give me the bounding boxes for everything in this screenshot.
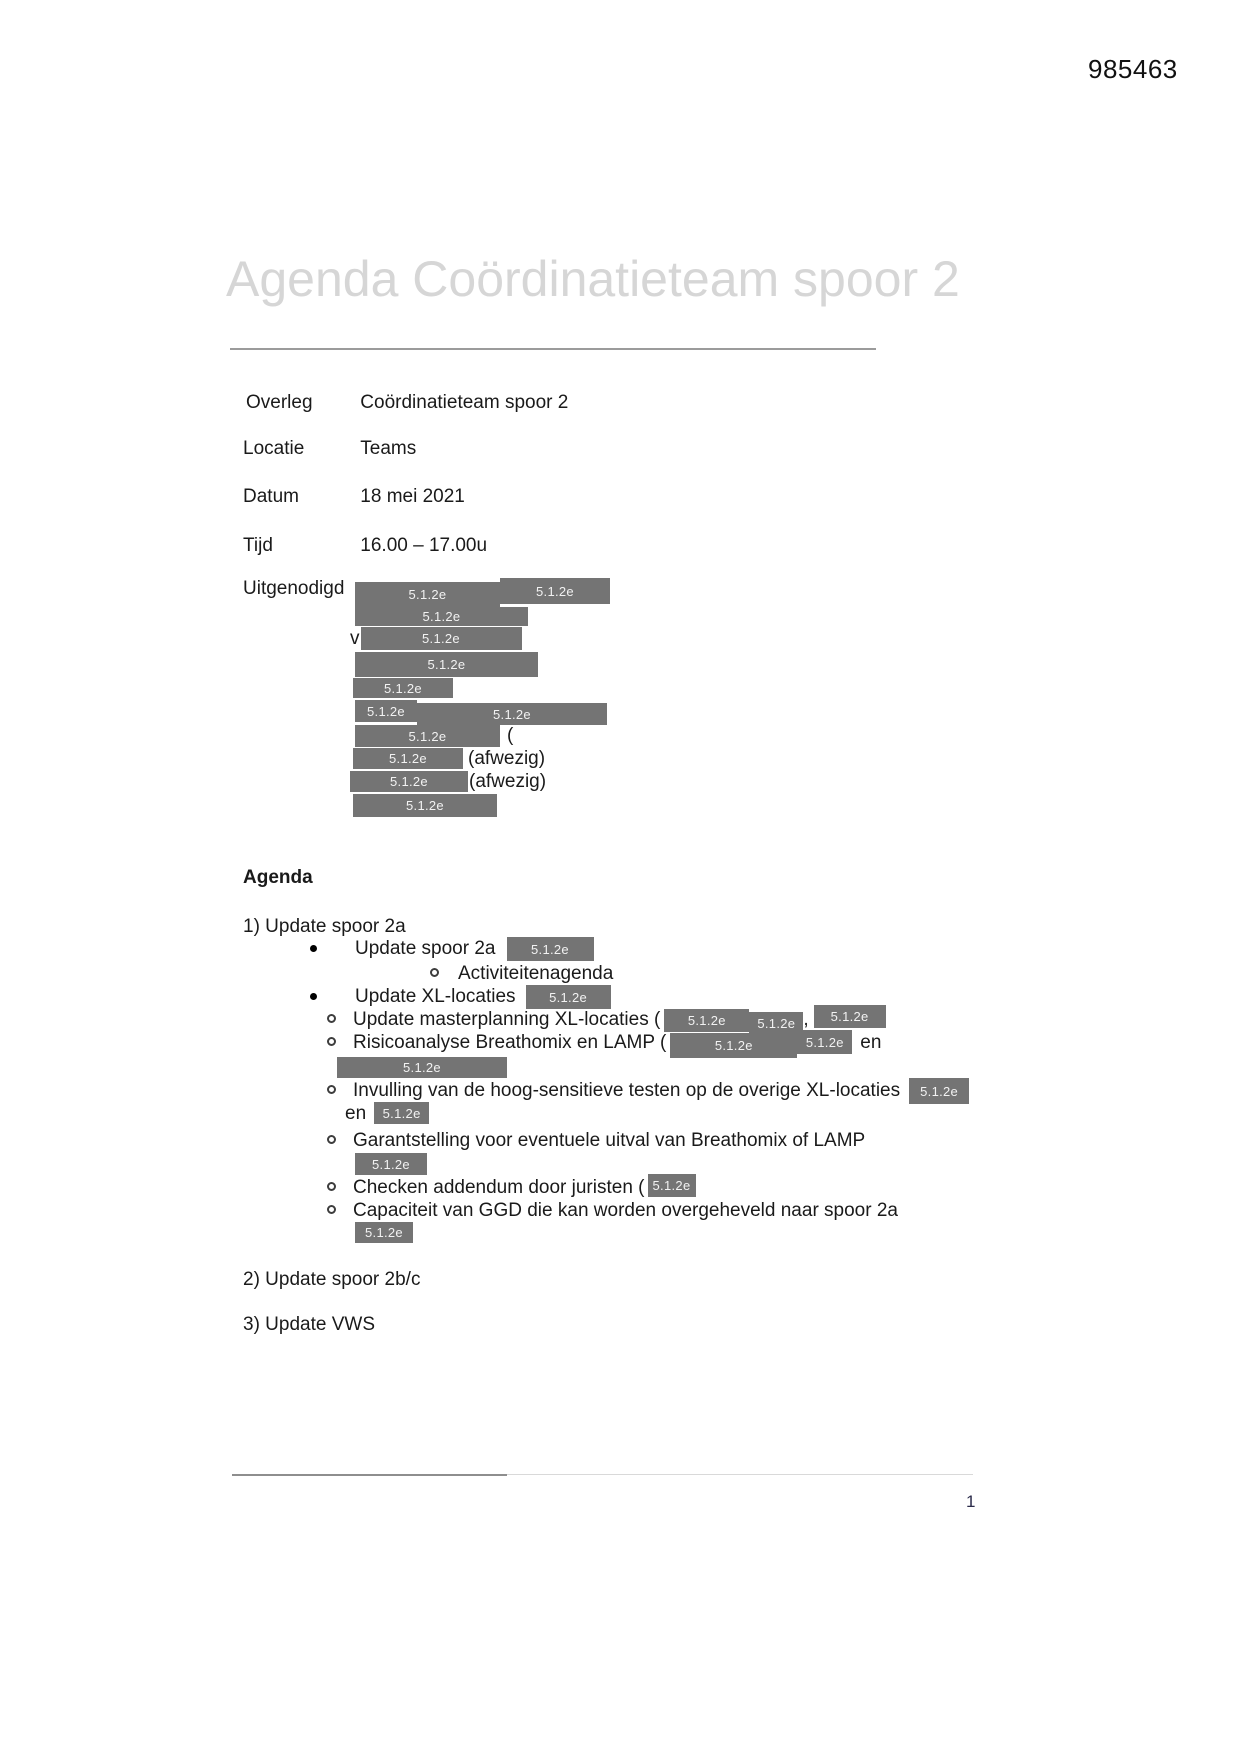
agenda-item-1: 1) Update spoor 2a bbox=[243, 916, 406, 937]
meta-row-tijd bbox=[243, 535, 487, 557]
invited-row bbox=[355, 652, 538, 677]
redaction-block bbox=[353, 748, 463, 769]
circle-bullet-icon bbox=[327, 1205, 336, 1214]
meta-row-uitgenodigd bbox=[243, 578, 355, 600]
redaction-label: 5.1.2e bbox=[390, 774, 428, 789]
absent-note: (afwezig) bbox=[469, 771, 547, 792]
invited-row bbox=[353, 678, 453, 698]
circle-bullet-icon bbox=[430, 968, 439, 977]
redaction-label: 5.1.2e bbox=[714, 1038, 753, 1053]
uncovered-text-fragment: ( bbox=[507, 725, 514, 746]
circle-bullet-icon bbox=[327, 1014, 336, 1023]
invited-row bbox=[355, 725, 513, 747]
meta-label: Uitgenodigd bbox=[243, 578, 345, 599]
redaction-label: 5.1.2e bbox=[757, 1016, 796, 1031]
sub-item-text: Garantstelling voor eventuele uitval van Breathomix of LAMP bbox=[353, 1130, 866, 1151]
meta-label: Overleg bbox=[246, 392, 313, 413]
redaction-label: 5.1.2e bbox=[403, 1060, 441, 1075]
invited-row bbox=[350, 627, 522, 650]
agenda-item-2: 2) Update spoor 2b/c bbox=[243, 1269, 421, 1290]
redaction-block bbox=[337, 1057, 507, 1078]
footer-divider-light bbox=[507, 1474, 973, 1475]
redaction-label: 5.1.2e bbox=[536, 583, 574, 599]
redaction-label: 5.1.2e bbox=[382, 1105, 421, 1121]
agenda-item-3: 3) Update VWS bbox=[243, 1314, 375, 1335]
redaction-block bbox=[355, 700, 417, 722]
page-number: 1 bbox=[966, 1492, 976, 1511]
redaction-block bbox=[350, 771, 468, 792]
meta-row-locatie bbox=[243, 438, 416, 460]
redaction-label: 5.1.2e bbox=[531, 941, 569, 957]
redaction-block bbox=[909, 1078, 969, 1104]
footer-divider-dark bbox=[232, 1474, 507, 1476]
uncovered-text-fragment: v bbox=[350, 628, 360, 649]
meta-value: Coördinatieteam spoor 2 bbox=[360, 392, 569, 413]
sub-item-text: Capaciteit van GGD die kan worden overgeheveld naar spoor 2a bbox=[353, 1200, 898, 1221]
meta-value: Teams bbox=[360, 438, 417, 459]
agenda-sub-garantstelling bbox=[327, 1129, 865, 1152]
bullet-text: Update XL-locaties bbox=[355, 986, 516, 1007]
redaction-block bbox=[353, 794, 497, 817]
invited-row bbox=[355, 700, 607, 725]
redaction-block bbox=[526, 985, 611, 1009]
invited-row bbox=[350, 771, 546, 793]
redaction-label: 5.1.2e bbox=[367, 703, 405, 719]
redaction-label: 5.1.2e bbox=[687, 1013, 726, 1028]
bullet-text: Update spoor 2a bbox=[355, 938, 496, 959]
agenda-sub-risicoanalyse bbox=[327, 1031, 881, 1058]
redaction-label: 5.1.2e bbox=[549, 989, 588, 1005]
absent-note: (afwezig) bbox=[468, 748, 546, 769]
agenda-heading: Agenda bbox=[243, 867, 313, 888]
agenda-sub-activiteitenagenda bbox=[430, 962, 613, 985]
circle-bullet-icon bbox=[327, 1037, 336, 1046]
invited-row bbox=[355, 607, 528, 626]
meta-label: Tijd bbox=[243, 535, 273, 556]
redaction-block bbox=[355, 1153, 427, 1175]
sub-item-text: en bbox=[860, 1032, 882, 1053]
redaction-block bbox=[374, 1102, 429, 1124]
circle-bullet-icon bbox=[327, 1135, 336, 1144]
meta-label: Datum bbox=[243, 486, 299, 507]
sub-item-text: , bbox=[803, 1009, 809, 1030]
redaction-label: 5.1.2e bbox=[805, 1034, 844, 1050]
redaction-label: 5.1.2e bbox=[652, 1178, 691, 1193]
redaction-label: 5.1.2e bbox=[406, 798, 444, 813]
agenda-sub-capaciteit bbox=[327, 1199, 898, 1222]
invited-row bbox=[355, 578, 610, 607]
redaction-block bbox=[417, 703, 607, 725]
redaction-label: 5.1.2e bbox=[372, 1156, 410, 1172]
circle-bullet-icon bbox=[327, 1085, 336, 1094]
page-title: Agenda Coördinatieteam spoor 2 bbox=[226, 251, 960, 307]
redaction-block bbox=[361, 627, 522, 650]
sub-item-text: en bbox=[345, 1103, 367, 1124]
title-divider bbox=[230, 348, 876, 350]
redaction-block bbox=[355, 582, 500, 607]
redaction-label: 5.1.2e bbox=[830, 1009, 869, 1024]
redaction-label: 5.1.2e bbox=[920, 1083, 959, 1099]
redaction-label: 5.1.2e bbox=[493, 706, 531, 722]
circle-bullet-icon bbox=[327, 1182, 336, 1191]
agenda-sub-invulling bbox=[327, 1079, 969, 1104]
redaction-block bbox=[507, 937, 594, 961]
invited-row bbox=[353, 748, 545, 770]
meta-label: Locatie bbox=[243, 438, 305, 459]
redaction-block bbox=[500, 578, 610, 604]
sub-item-text: Invulling van de hoog-sensitieve testen op de overige XL-locaties bbox=[353, 1080, 901, 1101]
bullet-icon bbox=[310, 945, 317, 952]
redaction-label: 5.1.2e bbox=[408, 728, 447, 744]
bullet-icon bbox=[310, 993, 317, 1000]
redaction-block bbox=[670, 1033, 797, 1058]
redaction-block bbox=[355, 725, 500, 747]
sub-item-text: Activiteitenagenda bbox=[458, 963, 614, 984]
redaction-block bbox=[355, 1222, 413, 1243]
document-number: 985463 bbox=[1088, 54, 1178, 84]
redaction-label: 5.1.2e bbox=[389, 751, 427, 766]
redaction-label: 5.1.2e bbox=[422, 631, 460, 646]
agenda-sub-capaciteit-continuation bbox=[355, 1222, 413, 1243]
redaction-label: 5.1.2e bbox=[422, 609, 461, 624]
redaction-block bbox=[353, 678, 453, 698]
agenda-sub-risicoanalyse-continuation bbox=[337, 1057, 507, 1078]
agenda-sub-invulling-continuation bbox=[345, 1102, 429, 1125]
agenda-bullet-update-xl-locaties bbox=[310, 985, 611, 1009]
sub-item-text: Update masterplanning XL-locaties ( bbox=[353, 1009, 661, 1030]
redaction-label: 5.1.2e bbox=[365, 1225, 403, 1240]
redaction-label: 5.1.2e bbox=[384, 680, 422, 696]
agenda-sub-checken bbox=[327, 1176, 696, 1199]
redaction-label: 5.1.2e bbox=[427, 657, 466, 672]
meta-row-overleg bbox=[246, 392, 568, 414]
redaction-block bbox=[814, 1005, 886, 1028]
meta-value: 16.00 – 17.00u bbox=[360, 535, 488, 556]
agenda-bullet-update-spoor-2a bbox=[310, 937, 594, 961]
invited-row bbox=[353, 794, 497, 817]
redaction-label: 5.1.2e bbox=[408, 587, 447, 602]
meta-value: 18 mei 2021 bbox=[360, 486, 465, 507]
redaction-block bbox=[664, 1009, 749, 1032]
redaction-block bbox=[355, 607, 528, 626]
redaction-block bbox=[355, 652, 538, 677]
sub-item-text: Checken addendum door juristen ( bbox=[353, 1177, 645, 1198]
redaction-block bbox=[797, 1030, 852, 1054]
meta-row-datum bbox=[243, 486, 465, 508]
sub-item-text: Risicoanalyse Breathomix en LAMP ( bbox=[353, 1032, 667, 1053]
redaction-block bbox=[648, 1174, 696, 1197]
agenda-sub-garantstelling-continuation bbox=[355, 1153, 427, 1175]
